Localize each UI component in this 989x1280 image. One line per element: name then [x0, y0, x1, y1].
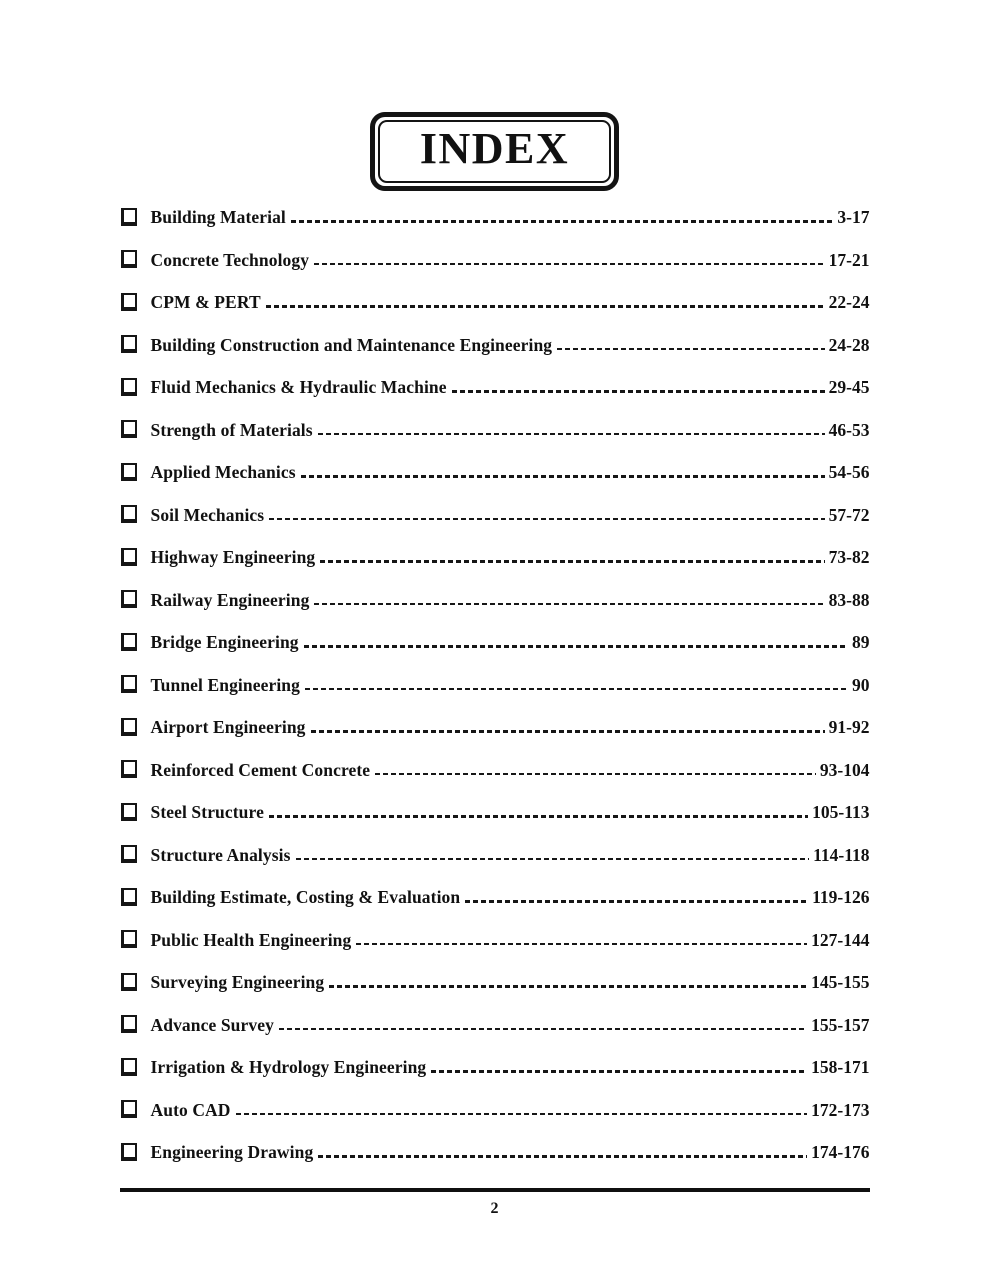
- toc-row: [120, 706, 870, 749]
- toc-item-title: Building Material: [150, 207, 286, 228]
- toc-item-title: Reinforced Cement Concrete: [150, 759, 371, 780]
- ballot-box-icon: [121, 293, 137, 311]
- toc-row: [120, 579, 870, 622]
- toc-item-pages: 89: [852, 632, 870, 653]
- toc-row: [120, 409, 870, 452]
- index-page: [120, 0, 870, 1218]
- toc-item-title: Engineering Drawing: [150, 1142, 314, 1163]
- dash-leader: [452, 390, 825, 392]
- dash-leader: [356, 943, 807, 945]
- page-number: 2: [490, 1199, 499, 1217]
- toc-item-pages: 3-17: [837, 207, 870, 228]
- toc-item-pages: 73-82: [828, 547, 870, 568]
- toc-item-title: Airport Engineering: [150, 717, 306, 738]
- toc-item-pages: 172-173: [811, 1099, 870, 1120]
- toc-item-pages: 158-171: [811, 1057, 870, 1078]
- toc-item-title: Surveying Engineering: [150, 972, 325, 993]
- ballot-box-icon: [121, 208, 137, 226]
- toc-row: [120, 281, 870, 324]
- ballot-box-icon: [121, 675, 137, 693]
- dash-leader: [465, 900, 808, 902]
- toc-item-title: CPM & PERT: [150, 292, 261, 313]
- toc-row: [120, 919, 870, 962]
- toc-item-title: Building Estimate, Costing & Evaluation: [150, 887, 461, 908]
- toc-item-title: Irrigation & Hydrology Engineering: [150, 1057, 427, 1078]
- dash-leader: [269, 518, 824, 520]
- toc-item-title: Auto CAD: [150, 1099, 231, 1120]
- toc-item-title: Fluid Mechanics & Hydraulic Machine: [150, 377, 447, 398]
- toc-item-title: Railway Engineering: [150, 589, 310, 610]
- ballot-box-icon: [121, 463, 137, 481]
- toc-item-pages: 17-21: [828, 249, 870, 270]
- toc-item-pages: 105-113: [812, 802, 870, 823]
- dash-leader: [314, 263, 825, 265]
- ballot-box-icon: [121, 378, 137, 396]
- footer-rule: [120, 1188, 870, 1192]
- toc-row: [120, 494, 870, 537]
- toc-item-pages: 46-53: [828, 419, 870, 440]
- ballot-box-icon: [121, 803, 137, 821]
- ballot-box-icon: [121, 335, 137, 353]
- toc-item-pages: 91-92: [828, 717, 870, 738]
- dash-leader: [301, 475, 825, 477]
- toc-item-title: Advance Survey: [150, 1014, 274, 1035]
- toc-item-title: Steel Structure: [150, 802, 264, 823]
- toc-row: [120, 324, 870, 367]
- toc-item-pages: 24-28: [828, 334, 870, 355]
- dash-leader: [266, 305, 825, 307]
- toc-item-pages: 127-144: [811, 929, 870, 950]
- toc-item-pages: 155-157: [811, 1014, 870, 1035]
- dash-leader: [279, 1028, 807, 1030]
- index-title-inner-border: [378, 120, 611, 183]
- toc-row: [120, 834, 870, 877]
- dash-leader: [291, 220, 834, 222]
- dash-leader: [431, 1070, 807, 1072]
- toc-item-title: Public Health Engineering: [150, 929, 352, 950]
- dash-leader: [304, 645, 848, 647]
- ballot-box-icon: [121, 845, 137, 863]
- dash-leader: [314, 603, 824, 605]
- toc-item-pages: 114-118: [813, 844, 870, 865]
- toc-item-title: Tunnel Engineering: [150, 674, 300, 695]
- toc-item-pages: 174-176: [811, 1142, 870, 1163]
- ballot-box-icon: [121, 548, 137, 566]
- dash-leader: [320, 560, 824, 562]
- toc-row: [120, 451, 870, 494]
- toc-row: [120, 1004, 870, 1047]
- toc-item-pages: 119-126: [812, 887, 870, 908]
- toc-row: [120, 961, 870, 1004]
- dash-leader: [557, 348, 825, 350]
- ballot-box-icon: [121, 505, 137, 523]
- toc-row: [120, 1089, 870, 1132]
- toc-item-title: Applied Mechanics: [150, 462, 296, 483]
- toc-item-pages: 29-45: [828, 377, 870, 398]
- toc-row: [120, 621, 870, 664]
- toc-row: [120, 366, 870, 409]
- toc-row: [120, 664, 870, 707]
- dash-leader: [305, 688, 848, 690]
- ballot-box-icon: [121, 888, 137, 906]
- dash-leader: [329, 985, 807, 987]
- dash-leader: [318, 1155, 807, 1157]
- ballot-box-icon: [121, 1015, 137, 1033]
- ballot-box-icon: [121, 590, 137, 608]
- toc-item-title: Strength of Materials: [150, 419, 313, 440]
- toc-item-pages: 57-72: [828, 504, 870, 525]
- page-title: INDEX: [419, 124, 570, 173]
- toc-row: [120, 536, 870, 579]
- ballot-box-icon: [121, 718, 137, 736]
- toc-item-title: Highway Engineering: [150, 547, 316, 568]
- toc-item-title: Soil Mechanics: [150, 504, 265, 525]
- toc-item-pages: 22-24: [828, 292, 870, 313]
- title-area: [120, 112, 870, 191]
- dash-leader: [311, 730, 825, 732]
- dash-leader: [375, 773, 816, 775]
- toc-row: [120, 876, 870, 919]
- ballot-box-icon: [121, 760, 137, 778]
- toc-item-title: Structure Analysis: [150, 844, 291, 865]
- dash-leader: [296, 858, 810, 860]
- ballot-box-icon: [121, 1058, 137, 1076]
- toc-item-title: Bridge Engineering: [150, 632, 299, 653]
- toc-item-title: Concrete Technology: [150, 249, 310, 270]
- toc-item-pages: 90: [852, 674, 870, 695]
- toc-list: [120, 196, 870, 1174]
- dash-leader: [269, 815, 808, 817]
- toc-item-pages: 93-104: [819, 759, 870, 780]
- ballot-box-icon: [121, 420, 137, 438]
- toc-row: [120, 239, 870, 282]
- index-title-box: [370, 112, 619, 191]
- ballot-box-icon: [121, 250, 137, 268]
- toc-item-title: Building Construction and Maintenance Engineering: [150, 334, 553, 355]
- toc-row: [120, 1046, 870, 1089]
- ballot-box-icon: [121, 973, 137, 991]
- toc-row: [120, 791, 870, 834]
- dash-leader: [318, 433, 825, 435]
- toc-item-pages: 54-56: [828, 462, 870, 483]
- toc-item-pages: 83-88: [828, 589, 870, 610]
- ballot-box-icon: [121, 1143, 137, 1161]
- dash-leader: [236, 1113, 808, 1115]
- toc-item-pages: 145-155: [811, 972, 870, 993]
- ballot-box-icon: [121, 633, 137, 651]
- toc-row: [120, 1131, 870, 1174]
- toc-row: [120, 196, 870, 239]
- ballot-box-icon: [121, 930, 137, 948]
- ballot-box-icon: [121, 1100, 137, 1118]
- toc-row: [120, 749, 870, 792]
